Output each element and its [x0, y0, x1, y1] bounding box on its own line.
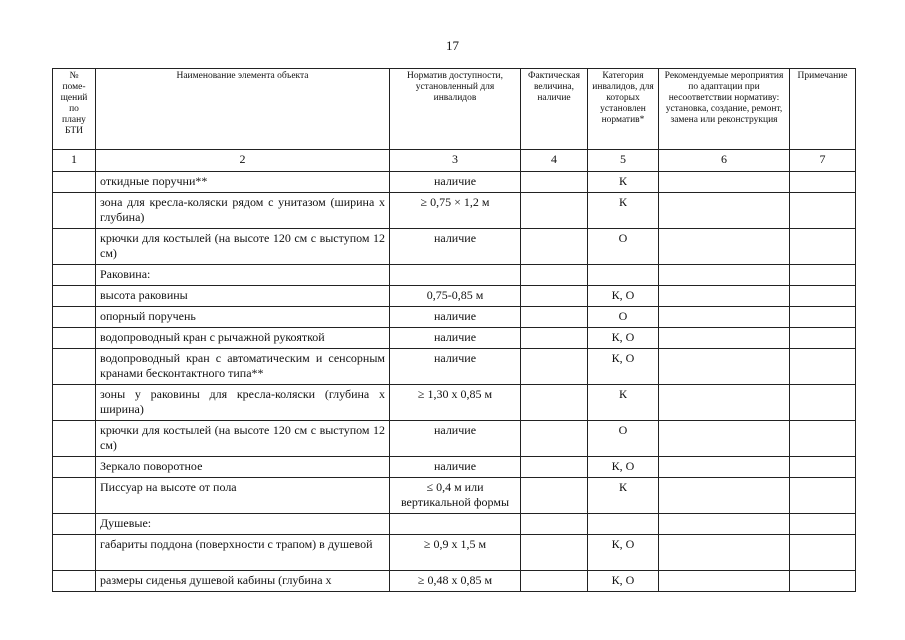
room-cell: [53, 385, 96, 421]
table-row: [53, 385, 856, 421]
column-number: 1: [53, 150, 96, 172]
note-cell: [790, 229, 856, 265]
category-cell: К: [588, 193, 659, 229]
note-cell: [790, 421, 856, 457]
note-cell: [790, 307, 856, 328]
header-row: [53, 69, 856, 150]
recommendation-cell: [659, 328, 790, 349]
room-cell: [53, 571, 96, 592]
note-cell: [790, 286, 856, 307]
recommendation-cell: [659, 193, 790, 229]
header-note: Примечание: [790, 69, 856, 150]
actual-cell: [521, 571, 588, 592]
note-cell: [790, 535, 856, 571]
section-heading-cell: Раковина:: [96, 265, 390, 286]
element-name-cell: зона для кресла-коляски рядом с унитазом (ширина х глубина): [96, 193, 390, 229]
norm-cell: наличие: [390, 307, 521, 328]
table-row: [53, 193, 856, 229]
element-name-cell: водопроводный кран с рычажной рукояткой: [96, 328, 390, 349]
norm-cell: ≥ 0,48 х 0,85 м: [390, 571, 521, 592]
category-cell: О: [588, 307, 659, 328]
element-name-cell: высота раковины: [96, 286, 390, 307]
norm-cell: наличие: [390, 328, 521, 349]
recommendation-cell: [659, 229, 790, 265]
room-cell: [53, 193, 96, 229]
norm-cell: наличие: [390, 172, 521, 193]
header-recommendations: Рекомендуемые мероприятия по адаптации при несоответствии нормативу: установка, создание, ремонт, замена или реконструкция: [659, 69, 790, 150]
header-room-number: № поме-щений по плану БТИ: [53, 69, 96, 150]
actual-cell: [521, 229, 588, 265]
category-cell: К, О: [588, 328, 659, 349]
note-cell: [790, 457, 856, 478]
category-cell: [588, 265, 659, 286]
column-number: 5: [588, 150, 659, 172]
actual-cell: [521, 172, 588, 193]
page-number: 17: [446, 38, 459, 53]
header-norm: Норматив доступности, установленный для инвалидов: [390, 69, 521, 150]
recommendation-cell: [659, 307, 790, 328]
recommendation-cell: [659, 571, 790, 592]
actual-cell: [521, 457, 588, 478]
actual-cell: [521, 307, 588, 328]
category-cell: О: [588, 421, 659, 457]
table-row: [53, 478, 856, 514]
recommendation-cell: [659, 457, 790, 478]
table-row: [53, 229, 856, 265]
actual-cell: [521, 193, 588, 229]
recommendation-cell: [659, 478, 790, 514]
norm-cell: ≤ 0,4 м или вертикальной формы: [390, 478, 521, 514]
actual-cell: [521, 349, 588, 385]
note-cell: [790, 514, 856, 535]
note-cell: [790, 571, 856, 592]
category-cell: К: [588, 172, 659, 193]
element-name-cell: откидные поручни**: [96, 172, 390, 193]
element-name-cell: крючки для костылей (на высоте 120 см с выступом 12 см): [96, 229, 390, 265]
table-row: [53, 307, 856, 328]
header-actual-value: Фактическая величина, наличие: [521, 69, 588, 150]
actual-cell: [521, 421, 588, 457]
element-name-cell: зоны у раковины для кресла-коляски (глубина х ширина): [96, 385, 390, 421]
category-cell: К, О: [588, 286, 659, 307]
norm-cell: наличие: [390, 421, 521, 457]
room-cell: [53, 286, 96, 307]
room-cell: [53, 328, 96, 349]
element-name-cell: опорный поручень: [96, 307, 390, 328]
table-row: [53, 421, 856, 457]
column-number-row: [53, 150, 856, 172]
category-cell: К: [588, 385, 659, 421]
element-name-cell: размеры сиденья душевой кабины (глубина х: [96, 571, 390, 592]
recommendation-cell: [659, 385, 790, 421]
category-cell: К, О: [588, 571, 659, 592]
column-number: 2: [96, 150, 390, 172]
category-cell: О: [588, 229, 659, 265]
actual-cell: [521, 385, 588, 421]
category-cell: К, О: [588, 349, 659, 385]
element-name-cell: габариты поддона (поверхности с трапом) в душевой: [96, 535, 390, 571]
category-cell: К, О: [588, 535, 659, 571]
recommendation-cell: [659, 172, 790, 193]
room-cell: [53, 457, 96, 478]
norm-cell: наличие: [390, 229, 521, 265]
recommendation-cell: [659, 349, 790, 385]
table-row: [53, 535, 856, 571]
norm-cell: наличие: [390, 349, 521, 385]
note-cell: [790, 385, 856, 421]
room-cell: [53, 421, 96, 457]
category-cell: К: [588, 478, 659, 514]
element-name-cell: водопроводный кран с автоматическим и сенсорным кранами бесконтактного типа**: [96, 349, 390, 385]
room-cell: [53, 307, 96, 328]
category-cell: К, О: [588, 457, 659, 478]
column-number: 4: [521, 150, 588, 172]
actual-cell: [521, 328, 588, 349]
table-row: [53, 457, 856, 478]
actual-cell: [521, 478, 588, 514]
element-name-cell: крючки для костылей (на высоте 120 см с выступом 12 см): [96, 421, 390, 457]
note-cell: [790, 328, 856, 349]
room-cell: [53, 349, 96, 385]
actual-cell: [521, 535, 588, 571]
table-row: [53, 571, 856, 592]
norm-cell: ≥ 1,30 х 0,85 м: [390, 385, 521, 421]
header-category: Категория инвалидов, для которых установлен норматив*: [588, 69, 659, 150]
table-row: [53, 286, 856, 307]
column-number: 7: [790, 150, 856, 172]
norm-cell: ≥ 0,75 × 1,2 м: [390, 193, 521, 229]
table-row: [53, 265, 856, 286]
room-cell: [53, 535, 96, 571]
room-cell: [53, 265, 96, 286]
room-cell: [53, 514, 96, 535]
norm-cell: наличие: [390, 457, 521, 478]
actual-cell: [521, 514, 588, 535]
table-row: [53, 172, 856, 193]
note-cell: [790, 193, 856, 229]
note-cell: [790, 478, 856, 514]
note-cell: [790, 265, 856, 286]
norm-cell: [390, 514, 521, 535]
actual-cell: [521, 286, 588, 307]
actual-cell: [521, 265, 588, 286]
room-cell: [53, 229, 96, 265]
section-heading-cell: Душевые:: [96, 514, 390, 535]
table-row: [53, 514, 856, 535]
column-number: 6: [659, 150, 790, 172]
recommendation-cell: [659, 514, 790, 535]
recommendation-cell: [659, 265, 790, 286]
note-cell: [790, 349, 856, 385]
recommendation-cell: [659, 286, 790, 307]
table-row: [53, 328, 856, 349]
norm-cell: 0,75-0,85 м: [390, 286, 521, 307]
column-number: 3: [390, 150, 521, 172]
recommendation-cell: [659, 421, 790, 457]
header-element-name: Наименование элемента объекта: [96, 69, 390, 150]
room-cell: [53, 172, 96, 193]
room-cell: [53, 478, 96, 514]
element-name-cell: Зеркало поворотное: [96, 457, 390, 478]
note-cell: [790, 172, 856, 193]
norm-cell: [390, 265, 521, 286]
element-name-cell: Писсуар на высоте от пола: [96, 478, 390, 514]
norm-cell: ≥ 0,9 х 1,5 м: [390, 535, 521, 571]
table-row: [53, 349, 856, 385]
accessibility-table: [52, 68, 856, 592]
recommendation-cell: [659, 535, 790, 571]
category-cell: [588, 514, 659, 535]
